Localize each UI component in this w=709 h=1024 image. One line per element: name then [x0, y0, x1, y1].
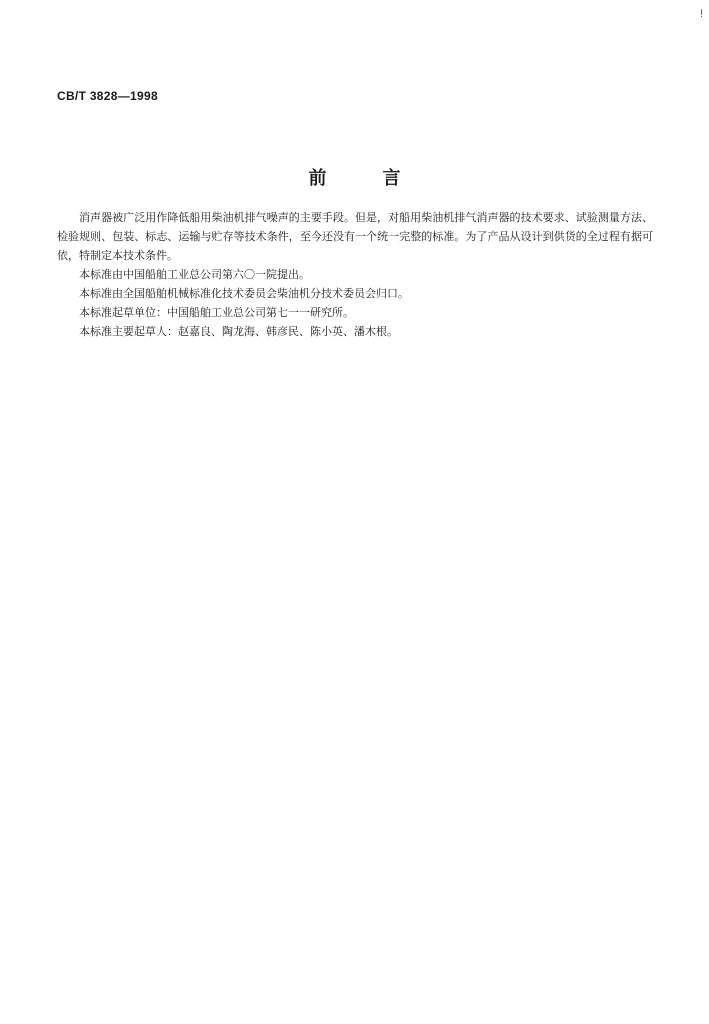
- standard-code: CB/T 3828—1998: [57, 89, 158, 103]
- preface-body: [57, 208, 653, 341]
- paragraph-drafting-unit: 本标准起草单位：中国船舶工业总公司第七一一研究所。: [79, 306, 354, 319]
- paragraph-responsible: 本标准由全国船舶机械标准化技术委员会柴油机分技术委员会归口。: [79, 287, 409, 300]
- corner-mark: !: [699, 8, 703, 20]
- title-char-1: 前: [308, 168, 327, 189]
- paragraph-proposer: 本标准由中国船舶工业总公司第六〇一院提出。: [79, 268, 310, 281]
- title-char-2: 言: [382, 168, 401, 189]
- paragraph-intro: 消声器被广泛用作降低船用柴油机排气噪声的主要手段。但是，对船用柴油机排气消声器的技术要求、试验测量方法、检验规则、包装、标志、运输与贮存等技术条件，至今还没有一个统一完整的标准。为了产品从设计到供货的全过程有据可依，特制定本技术条件。: [57, 211, 653, 262]
- page-title: [0, 164, 709, 190]
- paragraph-drafters: 本标准主要起草人：赵嘉良、陶龙海、韩彦民、陈小英、潘木根。: [79, 325, 398, 338]
